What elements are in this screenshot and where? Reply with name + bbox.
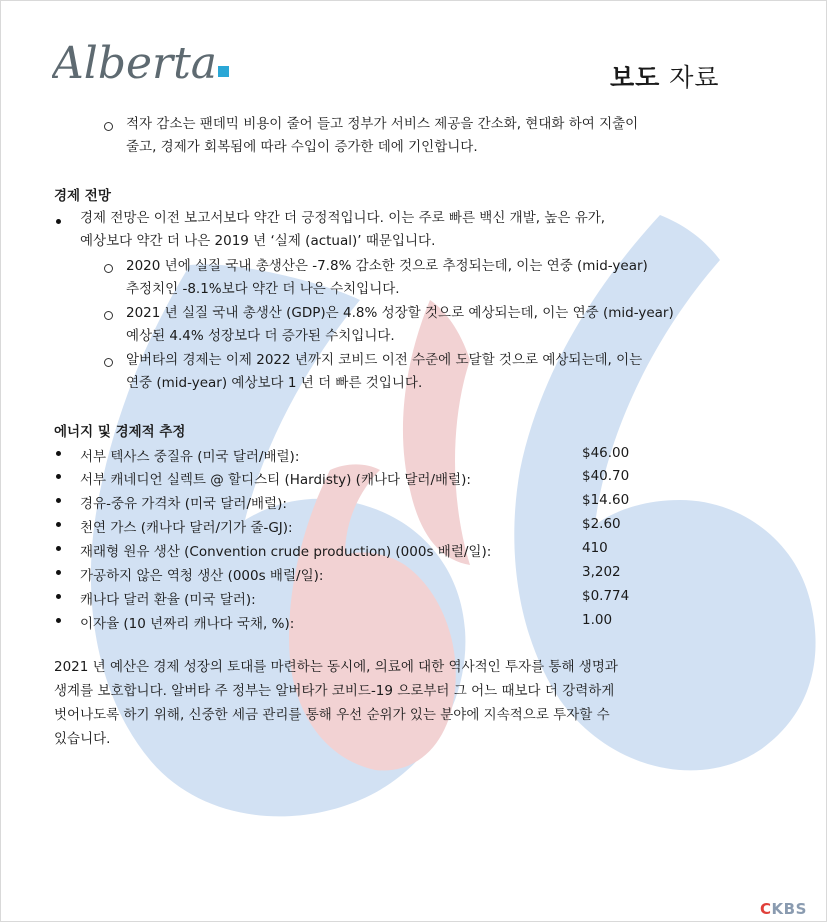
closing-paragraph <box>54 655 754 751</box>
estimate-value: $0.774 <box>582 588 630 604</box>
bullet-marker <box>56 498 61 503</box>
bullet-marker <box>56 219 61 224</box>
estimate-label: 캐나다 달러 환율 (미국 달러): <box>80 592 256 608</box>
estimate-value: $14.60 <box>582 492 630 508</box>
estimate-row <box>54 514 654 536</box>
section-heading-outlook: 경제 전망 <box>54 188 111 204</box>
outlook-bullet-line2: 예상보다 약간 더 나은 2019 년 ‘실제 (actual)’ 때문입니다. <box>80 233 436 249</box>
estimate-label: 경유-중유 가격차 (미국 달러/배럴): <box>80 496 287 512</box>
bullet-marker <box>56 546 61 551</box>
bullet-marker <box>56 570 61 575</box>
closing-line1: 2021 년 예산은 경제 성장의 토대를 마련하는 동시에, 의료에 대한 역사적인 투자를 통해 생명과 <box>54 659 618 675</box>
intro-sub-line1: 적자 감소는 팬데믹 비용이 줄어 들고 정부가 서비스 제공을 간소화, 현대화 하여 지출이 <box>126 116 639 132</box>
estimate-value: 1.00 <box>582 612 613 628</box>
closing-line3: 벗어나도록 하기 위해, 신중한 세금 관리를 통해 우선 순위가 있는 분야에 지속적으로 투자할 수 <box>54 707 610 723</box>
intro-sub-line2: 줄고, 경제가 회복됨에 따라 수입이 증가한 데에 기인합니다. <box>126 139 478 155</box>
estimate-row <box>54 538 654 560</box>
outlook-sub2-line2: 예상된 4.4% 성장보다 더 증가된 수치입니다. <box>126 328 395 344</box>
section-heading-energy: 에너지 및 경제적 추정 <box>54 424 186 440</box>
page-title: 보도 자료 <box>610 63 720 92</box>
estimate-value: $2.60 <box>582 516 621 532</box>
bullet-marker <box>56 474 61 479</box>
estimate-row <box>54 562 654 584</box>
estimate-row <box>54 490 654 512</box>
estimate-label: 서부 캐네디언 실렉트 @ 할디스티 (Hardisty) (캐나다 달러/배럴): <box>80 472 471 488</box>
estimate-row <box>54 466 654 488</box>
outlook-bullet-line1: 경제 전망은 이전 보고서보다 약간 더 긍정적입니다. 이는 주로 빠른 백신 개발, 높은 유가, <box>80 210 606 226</box>
closing-line4: 있습니다. <box>54 731 111 747</box>
sub-bullet-marker <box>104 358 113 367</box>
estimate-value: 3,202 <box>582 564 621 580</box>
estimate-row <box>54 443 654 465</box>
outlook-sub1-line1: 2020 년에 실질 국내 총생산은 -7.8% 감소한 것으로 추정되는데, 이는 연중 (mid-year) <box>126 258 648 274</box>
alberta-logo <box>52 34 232 96</box>
sub-bullet-marker <box>104 264 113 273</box>
alberta-logo-mark <box>52 34 232 96</box>
estimate-label: 재래형 원유 생산 (Convention crude production) (000s 배럴/일): <box>80 544 492 560</box>
ckbs-watermark: CKBS <box>760 900 807 918</box>
closing-line2: 생계를 보호합니다. 알버타 주 정부는 알버타가 코비드-19 으로부터 그 어느 때보다 더 강력하게 <box>54 683 615 699</box>
bullet-marker <box>56 522 61 527</box>
estimate-label: 천연 가스 (캐나다 달러/기가 줄-GJ): <box>80 520 293 536</box>
estimate-value: $40.70 <box>582 468 630 484</box>
bullet-marker <box>56 594 61 599</box>
sub-bullet-marker <box>104 311 113 320</box>
outlook-sub2-line1: 2021 년 실질 국내 총생산 (GDP)은 4.8% 성장할 것으로 예상되는데, 이는 연중 (mid-year) <box>126 305 674 321</box>
estimate-row <box>54 586 654 608</box>
alberta-logo-text: Alberta <box>52 38 217 89</box>
estimate-value: 410 <box>582 540 608 556</box>
estimate-label: 서부 텍사스 중질유 (미국 달러/배럴): <box>80 449 300 465</box>
estimate-row <box>54 610 654 632</box>
estimate-label: 가공하지 않은 역청 생산 (000s 배럴/일): <box>80 568 324 584</box>
sub-bullet-marker <box>104 122 113 131</box>
outlook-sub3-line2: 연중 (mid-year) 예상보다 1 년 더 빠른 것입니다. <box>126 375 423 391</box>
estimate-label: 이자율 (10 년짜리 캐나다 국채, %): <box>80 616 295 632</box>
outlook-sub1-line2: 추정치인 -8.1%보다 약간 더 나은 수치입니다. <box>126 281 400 297</box>
bullet-marker <box>56 618 61 623</box>
bullet-marker <box>56 451 61 456</box>
outlook-sub3-line1: 알버타의 경제는 이제 2022 년까지 코비드 이전 수준에 도달할 것으로 예상되는데, 이는 <box>126 352 643 368</box>
estimate-value: $46.00 <box>582 445 630 461</box>
